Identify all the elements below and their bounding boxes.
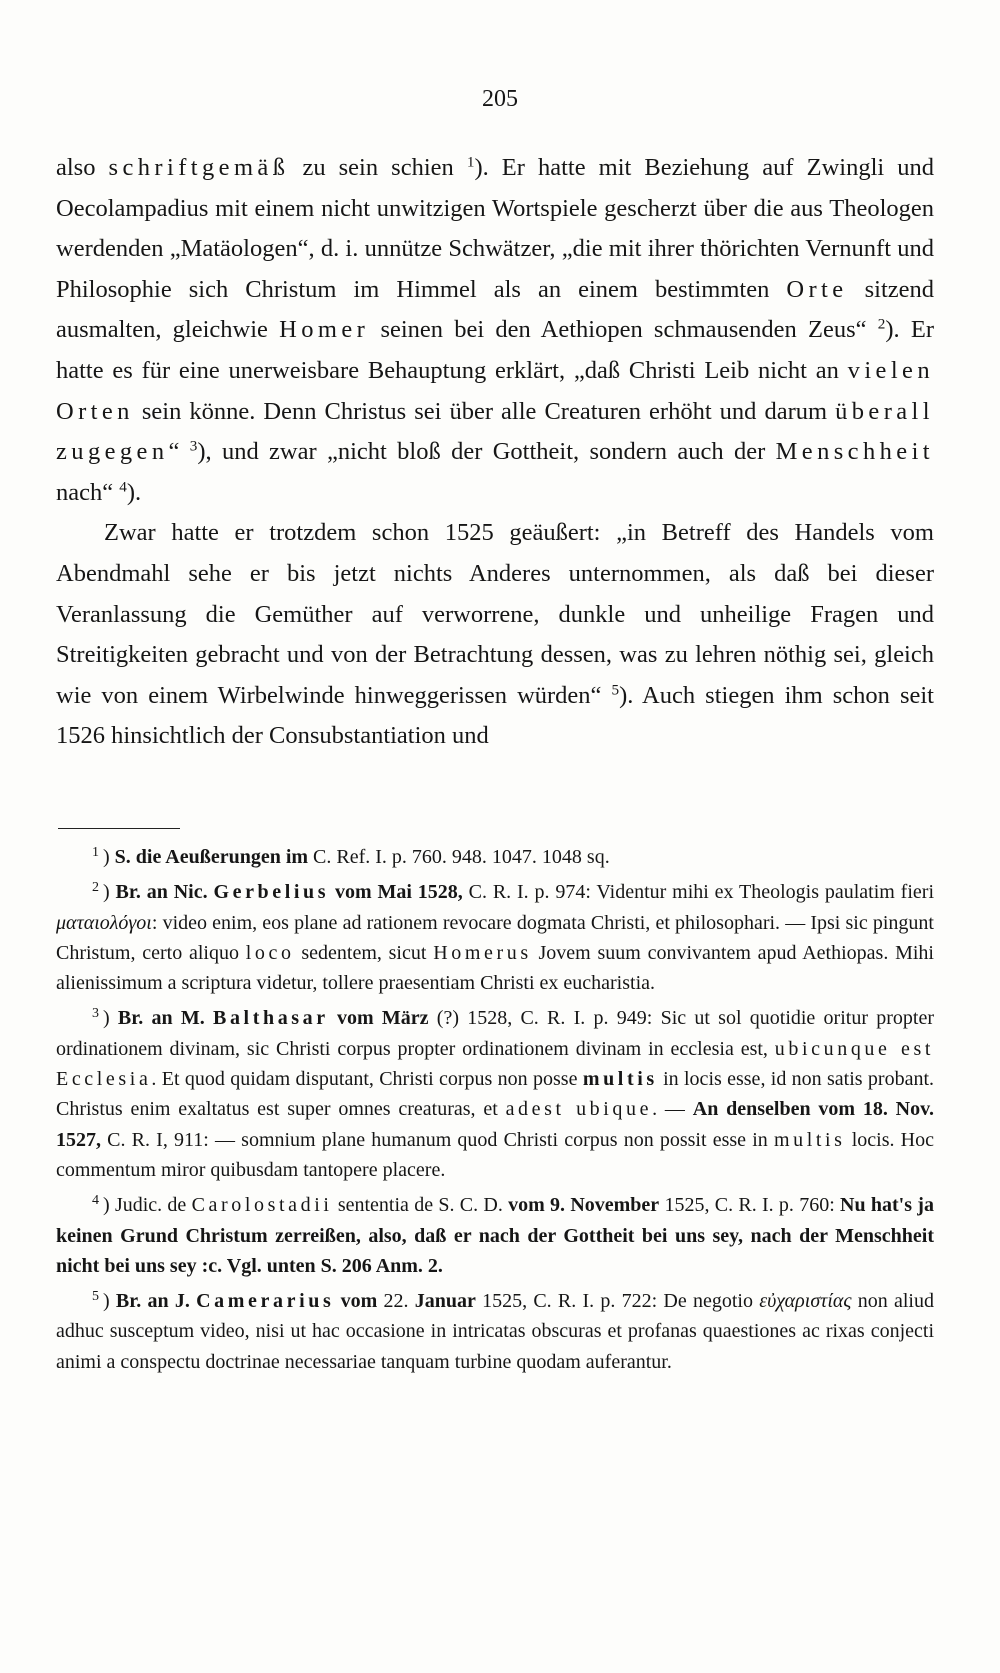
- text-run: 22.: [377, 1290, 415, 1313]
- emphasized-text: multis: [773, 1128, 846, 1151]
- text-run: in locis esse, id non satis probant. Christus enim exaltatus est super omnes creaturas, et: [56, 1068, 935, 1121]
- text-run: Br. an Nic.: [115, 881, 214, 904]
- text-run: sein könne. Denn Christus sei über alle Creaturen erhöht und darum: [133, 397, 836, 425]
- text-run: ): [103, 1290, 116, 1313]
- text-run: locis. Hoc commentum miror quibusdam tantopere placere.: [56, 1128, 934, 1181]
- footnote-number: 1: [92, 845, 99, 860]
- text-run: (?) 1528, C. R. I. p. 949: Sic ut sol quotidie oritur propter ordinationem divinam, sic Christi corpus propter ordinationem divinam in ecclesia est,: [56, 1007, 934, 1060]
- emphasized-text: Balthasar: [213, 1007, 329, 1030]
- text-run: ): [103, 1007, 118, 1030]
- text-run: ). Er hatte mit Beziehung auf Zwingli und Oecolampadius mit einem nicht unwitzigen Wortspiele gescherzt über die aus Theologen werdenden „Matäologen“, d. i. unnütze Schwätzer, „die mit ihrer thörichten Vernunft und Philosophie sich Christum im Himmel als an einem bestimmten: [56, 154, 935, 303]
- emphasized-text: ubicunque est Ecclesia: [56, 1037, 934, 1091]
- footnote-separator: [58, 828, 180, 829]
- footnote-reference: 3: [189, 437, 198, 455]
- text-run: . Et quod quidam disputant, Christi corpus non posse: [151, 1068, 583, 1091]
- footnote: [56, 877, 934, 998]
- emphasized-text: Camerarius: [196, 1290, 335, 1313]
- paragraph: [56, 148, 934, 513]
- emphasized-text: multis: [582, 1068, 658, 1091]
- emphasized-text: loco: [245, 941, 295, 964]
- text-run: sententia de S. C. D.: [332, 1194, 509, 1217]
- text-run: Br. an M.: [117, 1007, 214, 1030]
- text-run: Nu hat's ja keinen Grund Christum zerreißen, also, daß er nach der Gottheit bei uns sey, nach der Menschheit nicht bei uns sey :c. Vgl. unten S. 206 Anm. 2.: [56, 1194, 934, 1277]
- footnote: [56, 1190, 934, 1281]
- text-run: vom: [334, 1290, 378, 1313]
- text-run: seinen bei den Aethiopen schmausenden Zeus“: [369, 316, 878, 344]
- text-run: non aliud adhuc susceptum video, nisi ut hac occasione in intricatas obscuras et profanas quaestiones ac rixas conjecti animi a conspectu doctrinae necessariae tanquam turbine quodam auferantur.: [56, 1290, 934, 1373]
- footnote-number: 5: [92, 1289, 99, 1305]
- text-run: C. R. I. p. 974: Videntur mihi ex Theologis paulatim fieri: [462, 881, 934, 904]
- footnote-number: 4: [92, 1193, 99, 1209]
- footnote-number: 2: [92, 880, 99, 896]
- footnote-reference: 1: [466, 153, 475, 171]
- emphasized-text: Orte: [786, 275, 848, 303]
- text-run: vom Mai 1528,: [329, 881, 463, 904]
- text-run: ). Er hatte es für eine unerweisbare Behauptung erklärt, „daß Christi Leib nicht an: [56, 316, 934, 384]
- text-run: Jovem suum convivantem apud Aethiopas. Mihi alienissimum a scriptura videtur, tollere praesentiam Christi ex eucharistia.: [56, 941, 934, 995]
- footnote-reference: 5: [611, 681, 620, 699]
- emphasized-text: Homerus: [433, 941, 532, 964]
- page-number: 205: [482, 86, 518, 112]
- text-run: sitzend ausmalten, gleichwie: [56, 275, 934, 344]
- text-run: Januar: [414, 1290, 476, 1313]
- text-run: ), und zwar „nicht bloß der Gottheit, sondern auch der: [197, 438, 776, 466]
- emphasized-text: schriftgemäß: [108, 154, 290, 181]
- text-run: . —: [652, 1098, 693, 1121]
- text-run: ).: [126, 478, 142, 506]
- footnote-reference: 2: [877, 316, 886, 334]
- text-run: 1525, C. R. I. p. 760:: [659, 1194, 841, 1217]
- emphasized-text: adest ubique: [505, 1098, 653, 1121]
- text-run: vom März: [328, 1007, 429, 1030]
- text-run: An denselben vom 18. Nov. 1527,: [56, 1098, 935, 1151]
- footnotes: [56, 842, 934, 1382]
- footnote-reference: 4: [119, 478, 127, 496]
- emphasized-text: Menschheit: [775, 438, 934, 466]
- text-run: S. die Aeußerungen im: [114, 846, 309, 868]
- text-run: C. Ref. I. p. 760. 948. 1047. 1048 sq.: [308, 846, 610, 868]
- text-run: Zwar hatte er trotzdem schon 1525 geäußert: „in Betreff des Handels vom Abendmahl sehe er bis jetzt nichts Anderes unternommen, als daß bei dieser Veranlassung die Gemüther auf verworrene, dunkle und unheilige Fragen und Streitigkeiten gebracht und von der Betrachtung dessen, was zu lehren nöthig sei, gleich wie von einem Wirbelwinde hinweggerissen würden“: [56, 519, 934, 709]
- text-run: εὐχαριστίας: [759, 1290, 852, 1313]
- text-run: also: [56, 154, 109, 181]
- text-run: zu sein schien: [289, 154, 467, 181]
- paragraph: [56, 513, 934, 757]
- text-run: nach“: [56, 478, 120, 506]
- text-run: ): [103, 846, 115, 868]
- footnote-number: 3: [92, 1006, 99, 1022]
- text-run: 1525, C. R. I. p. 722: De negotio: [475, 1290, 760, 1313]
- text-run: ματαιολόγοι: [56, 911, 152, 934]
- footnote: [56, 1003, 934, 1185]
- emphasized-text: Gerbelius: [213, 881, 330, 904]
- text-run: : video enim, eos plane ad rationem revocare dogmata Christi, et philosophari. — Ipsi sic pingunt Christum, certo aliquo: [56, 911, 934, 964]
- text-run: ): [103, 881, 116, 904]
- emphasized-text: Carolostadii: [191, 1194, 333, 1217]
- text-run: ). Auch stiegen ihm schon seit 1526 hinsichtlich der Consubstantiation und: [56, 681, 934, 750]
- footnote: [56, 842, 934, 872]
- emphasized-text: Homer: [279, 316, 370, 344]
- main-text: [56, 148, 934, 757]
- text-run: sedentem, sicut: [294, 941, 434, 964]
- text-run: ) Judic. de: [103, 1194, 192, 1217]
- text-run: Br. an J.: [115, 1290, 197, 1313]
- footnote: [56, 1286, 934, 1377]
- emphasized-text: vielen Orten: [56, 356, 934, 425]
- text-run: “: [168, 438, 190, 466]
- text-run: C. R. I, 911: — somnium plane humanum quod Christi corpus non possit esse in: [101, 1128, 774, 1151]
- emphasized-text: überall zugegen: [56, 397, 934, 466]
- text-run: vom 9. November: [508, 1194, 660, 1217]
